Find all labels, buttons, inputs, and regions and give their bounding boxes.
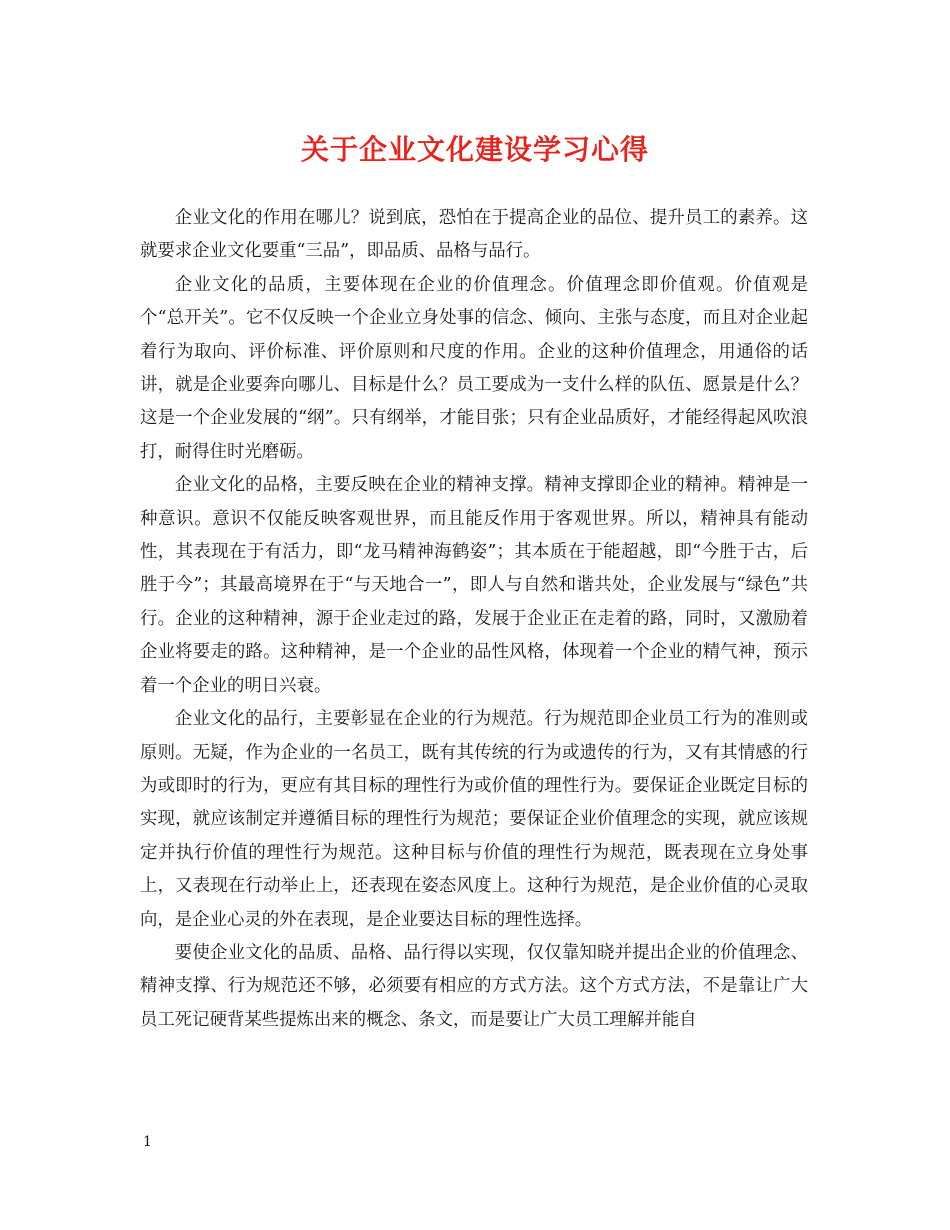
document-body: [140, 202, 808, 1037]
paragraph: 企业文化的品质，主要体现在企业的价值理念。价值理念即价值观。价值观是个“总开关”。它不仅反映一个企业立身处事的信念、倾向、主张与态度，而且对企业起着行为取向、评价标准、评价原则和尺度的作用。企业的这种价值理念，用通俗的话讲，就是企业要奔向哪儿、目标是什么？员工要成为一支什么样的队伍、愿景是什么？这是一个企业发展的“纲”。只有纲举，才能目张；只有企业品质好，才能经得起风吹浪打，耐得住时光磨砺。: [140, 274, 808, 462]
paragraph: 企业文化的品格，主要反映在企业的精神支撑。精神支撑即企业的精神。精神是一种意识。意识不仅能反映客观世界，而且能反作用于客观世界。所以，精神具有能动性，其表现在于有活力，即“龙马精神海鹤姿”；其本质在于能超越，即“今胜于古，后胜于今”；其最高境界在于“与天地合一”，即人与自然和谐共处，企业发展与“绿色”共行。企业的这种精神，源于企业走过的路，发展于企业正在走着的路，同时，又激励着企业将要走的路。这种精神，是一个企业的品性风格，体现着一个企业的精气神，预示着一个企业的明日兴衰。: [140, 475, 808, 696]
paragraph: 要使企业文化的品质、品格、品行得以实现，仅仅靠知晓并提出企业的价值理念、精神支撑、行为规范还不够，必须要有相应的方式方法。这个方式方法，不是靠让广大员工死记硬背某些提炼出来的概念、条文，而是要让广大员工理解并能自: [140, 942, 808, 1030]
paragraph: 企业文化的品行，主要彰显在企业的行为规范。行为规范即企业员工行为的准则或原则。无疑，作为企业的一名员工，既有其传统的行为或遗传的行为，又有其情感的行为或即时的行为，更应有其目标的理性行为或价值的理性行为。要保证企业既定目标的实现，就应该制定并遵循目标的理性行为规范；要保证企业价值理念的实现，就应该规定并执行价值的理性行为规范。这种目标与价值的理性行为规范，既表现在立身处事上，又表现在行动举止上，还表现在姿态风度上。这种行为规范，是企业价值的心灵取向，是企业心灵的外在表现，是企业要达目标的理性选择。: [140, 709, 808, 930]
page-number: 1: [143, 1134, 152, 1150]
document-title: 关于企业文化建设学习心得: [300, 133, 649, 166]
paragraph: 企业文化的作用在哪儿？说到底，恐怕在于提高企业的品位、提升员工的素养。这就要求企业文化要重“三品”，即品质、品格与品行。: [140, 208, 808, 262]
